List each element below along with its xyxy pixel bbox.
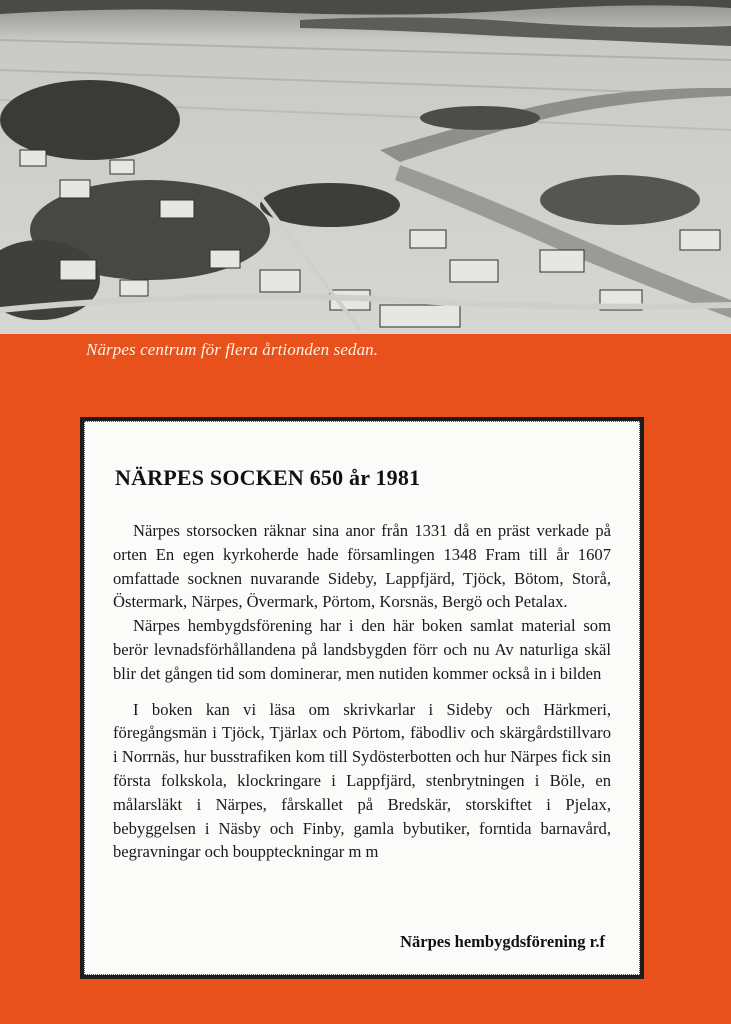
text-panel (84, 421, 640, 975)
panel-title: NÄRPES SOCKEN 650 år 1981 (115, 465, 421, 490)
aerial-photo (0, 0, 731, 334)
photo-caption: Närpes centrum för flera årtionden sedan. (86, 340, 379, 359)
paragraph-book-intro: Närpes hembygdsförening har i den här boken samlat material som berör levnadsförhållandena på landsbygden förr och nu Av naturliga skäl blir det gången tid som dominerar, men nutiden kommer också in i bilden (113, 616, 611, 683)
paragraph-book-contents: I boken kan vi läsa om skrivkarlar i Sideby och Härkmeri, föregångsmän i Tjöck, Tjärlax och Pörtom, fäbodliv och skärgårdstillvaro i Norrnäs, hur busstrafiken kom till Sydösterbotten och hur Närpes fick sin första folkskola, klockringare i Lappfjärd, stenbrytningen i Böle, en målarsläkt i Närpes, fårskallet på Bredskär, storskiftet i Pjelax, bebyggelsen i Näsby och Finby, gamla bybutiker, forntida barnavård, begravningar och bouppteckningar m m (113, 699, 611, 862)
paragraph-history: Närpes storsocken räknar sina anor från 1331 då en präst verkade på orten En egen kyrkoherde hade församlingen 1348 Fram till år 1607 omfattade socknen nuvarande Sideby, Lappfjärd, Tjöck, Bötom, Storå, Östermark, Närpes, Övermark, Pörtom, Korsnäs, Bergö och Petalax. (113, 521, 611, 612)
text-panel-frame (80, 417, 644, 979)
publisher-signature: Närpes hembygdsförening r.f (400, 932, 605, 951)
panel-body (113, 519, 611, 864)
aerial-photo-illustration (0, 0, 731, 334)
